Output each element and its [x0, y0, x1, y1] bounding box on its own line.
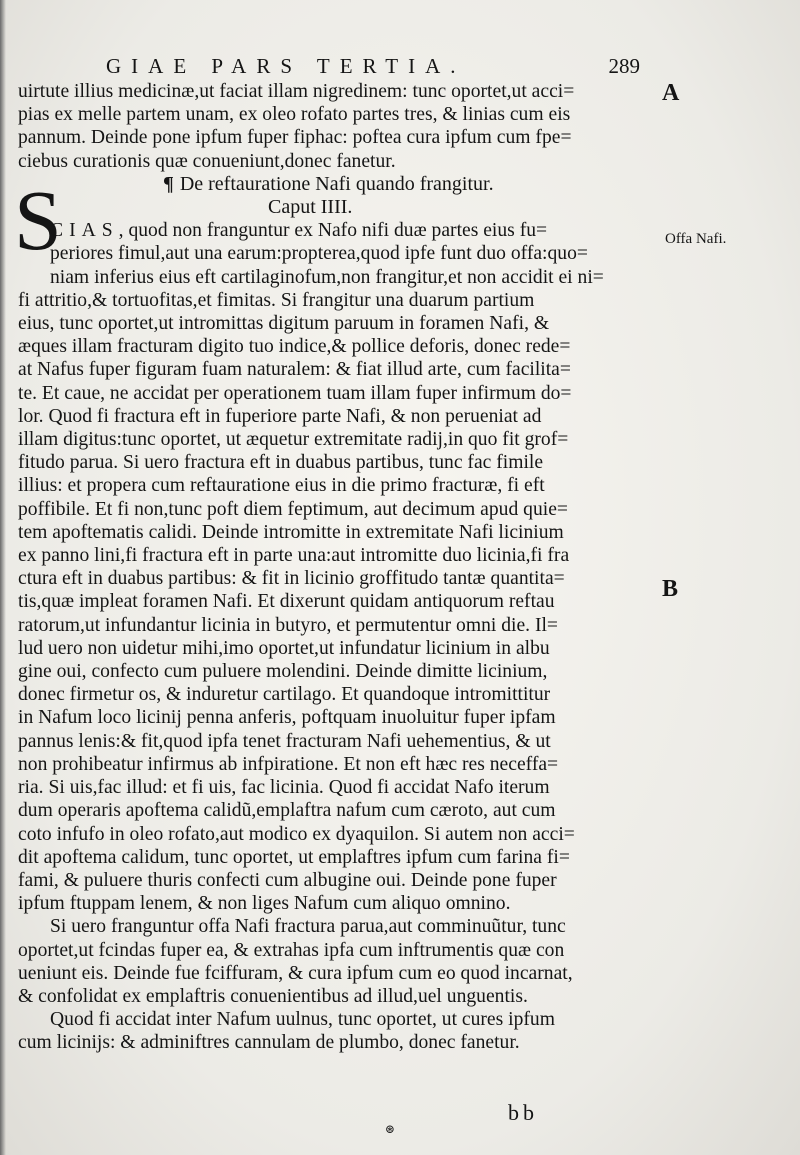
opening-word: CIAS — [50, 220, 119, 242]
pilcrow-icon: ¶ — [163, 172, 174, 195]
text-line: gine oui, confecto cum puluere molendini. Deinde dimitte licinium, — [18, 661, 548, 683]
chapter-number: Caput IIII. — [268, 196, 353, 219]
text-line: pias ex melle partem unam, ex oleo rofato partes tres, & linias cum eis — [18, 104, 571, 126]
text-line: oportet,ut fcindas fuper ea, & extrahas ipfa cum inftrumentis quæ con — [18, 939, 565, 961]
margin-letter-a: A — [662, 80, 680, 106]
text-line-first — [18, 219, 663, 242]
text-line: æques illam fracturam digito tuo indice,& pollice deforis, donec rede= — [18, 336, 571, 358]
text-line: uirtute illius medicinæ,ut faciat illam nigredinem: tunc oportet,ut acci= — [18, 81, 575, 102]
text-line: ria. Si uis,fac illud: et fi uis, fac licinia. Quod fi accidat Nafo iterum — [18, 777, 550, 799]
text-line: at Nafus fuper figuram fuam naturalem: & fiat illud arte, cum facilita= — [18, 359, 571, 381]
text-line: illius: et propera cum reftauratione eius in die primo fracturæ, fi eft — [18, 475, 545, 497]
text-line: Quod fi accidat inter Nafum uulnus, tunc oportet, ut cures ipfum — [50, 1009, 555, 1031]
chapter-heading — [18, 173, 663, 196]
text-line: coto infufo in oleo rofato,aut modico ex dyaquilon. Si autem non acci= — [18, 823, 575, 845]
text-line: dit apoftema calidum, tunc oportet, ut emplaftres ipfum cum farina fi= — [18, 846, 570, 868]
text-line: lor. Quod fi fractura eft in fuperiore parte Nafi, & non perueniat ad — [18, 405, 542, 427]
text-line: ipfum ftuppam lenem, & non liges Nafum cum aliquo omnino. — [18, 893, 511, 915]
opening-line-rest: , quod non franguntur ex Nafo nifi duæ partes eius fu= — [118, 220, 548, 242]
running-head: GIAE PARS TERTIA. — [106, 54, 466, 78]
text-line: & confolidat ex emplaftris conuenientibus ad illud,uel unguentis. — [18, 985, 528, 1007]
paragraph-previous-chapter-end — [18, 80, 663, 173]
text-line: cum licinijs: & adminiftres cannulam de plumbo, donec fanetur. — [18, 1032, 520, 1054]
paragraph-wound — [18, 1008, 663, 1054]
main-text — [18, 80, 663, 1055]
chapter-title: De reftauratione Nafi quando frangitur. — [179, 172, 494, 195]
signature-mark: bb — [508, 1100, 538, 1125]
text-line: pannus lenis:& fit,quod ipfa tenet fracturam Nafi uehementius, & ut — [18, 730, 551, 752]
margin-letter-b: B — [662, 576, 679, 602]
text-line: non prohibeatur infirmus ab infpiratione. Et non eft hæc res neceffa= — [18, 753, 559, 775]
text-line: niam inferius eius eft cartilaginofum,non frangitur,et non accidit ei ni= — [50, 266, 604, 288]
text-line: pannum. Deinde pone ipfum fuper fiphac: poftea cura ipfum cum fpe= — [18, 127, 572, 149]
paragraph-chapter-body — [18, 219, 663, 915]
text-line: Si uero franguntur offa Nafi fractura parua,aut comminuũtur, tunc — [50, 916, 566, 938]
ornament-icon: ⊛ — [385, 1122, 396, 1136]
page-gutter-shadow — [0, 0, 6, 1155]
margin-note: Offa Nafi. — [665, 231, 727, 247]
text-line: ex panno lini,fi fractura eft in parte una:aut intromitte duo licinia,fi fra — [18, 545, 570, 567]
text-line: te. Et caue, ne accidat per operationem tuam illam fuper infirmum do= — [18, 382, 572, 404]
text-line: poffibile. Et fi non,tunc poft diem feptimum, aut decimum apud quie= — [18, 498, 568, 520]
drop-cap: S — [14, 172, 62, 268]
text-line: dum operaris apoftema calidũ,emplaftra nafum cum cæroto, aut cum — [18, 800, 556, 822]
paragraph-broken-bones — [18, 915, 663, 1008]
text-line: fami, & puluere thuris confecti cum albugine oui. Deinde pone fuper — [18, 869, 557, 891]
text-line: ratorum,ut infundantur licinia in butyro, et permutentur omni die. Il= — [18, 614, 558, 636]
text-line: tem apoftematis calidi. Deinde intromitte in extremitate Nafi licinium — [18, 521, 564, 543]
text-line: eius, tunc oportet,ut intromittas digitum paruum in foramen Nafi, & — [18, 313, 550, 335]
text-line: in Nafum loco licinij penna anferis, poftquam inuoluitur fuper ipfam — [18, 707, 556, 729]
text-line: ueniunt eis. Deinde fue fciffuram, & cura ipfum cum eo quod incarnat, — [18, 962, 573, 984]
text-line: fi attritio,& tortuofitas,et fimitas. Si frangitur una duarum partium — [18, 289, 535, 311]
page-number: 289 — [608, 54, 640, 78]
text-line: fitudo parua. Si uero fractura eft in duabus partibus, tunc fac fimile — [18, 452, 544, 474]
text-line: lud uero non uidetur mihi,imo oportet,ut infundatur licinium in albu — [18, 637, 550, 659]
text-line: periores fimul,aut una earum:propterea,quod ipfe funt duo offa:quo= — [50, 243, 588, 265]
text-line: ciebus curationis quæ conueniunt,donec fanetur. — [18, 150, 396, 172]
text-line: tis,quæ impleat foramen Nafi. Et dixerunt quidam antiquorum reftau — [18, 591, 555, 613]
text-line: ctura eft in duabus partibus: & fit in licinio groffitudo tantæ quantita= — [18, 568, 565, 590]
page-header — [100, 52, 640, 82]
text-line: donec firmetur os, & induretur cartilago. Et quandoque intromittitur — [18, 684, 551, 706]
text-line: illam digitus:tunc oportet, ut æquetur extremitate radij,in quo fit grof= — [18, 429, 569, 451]
